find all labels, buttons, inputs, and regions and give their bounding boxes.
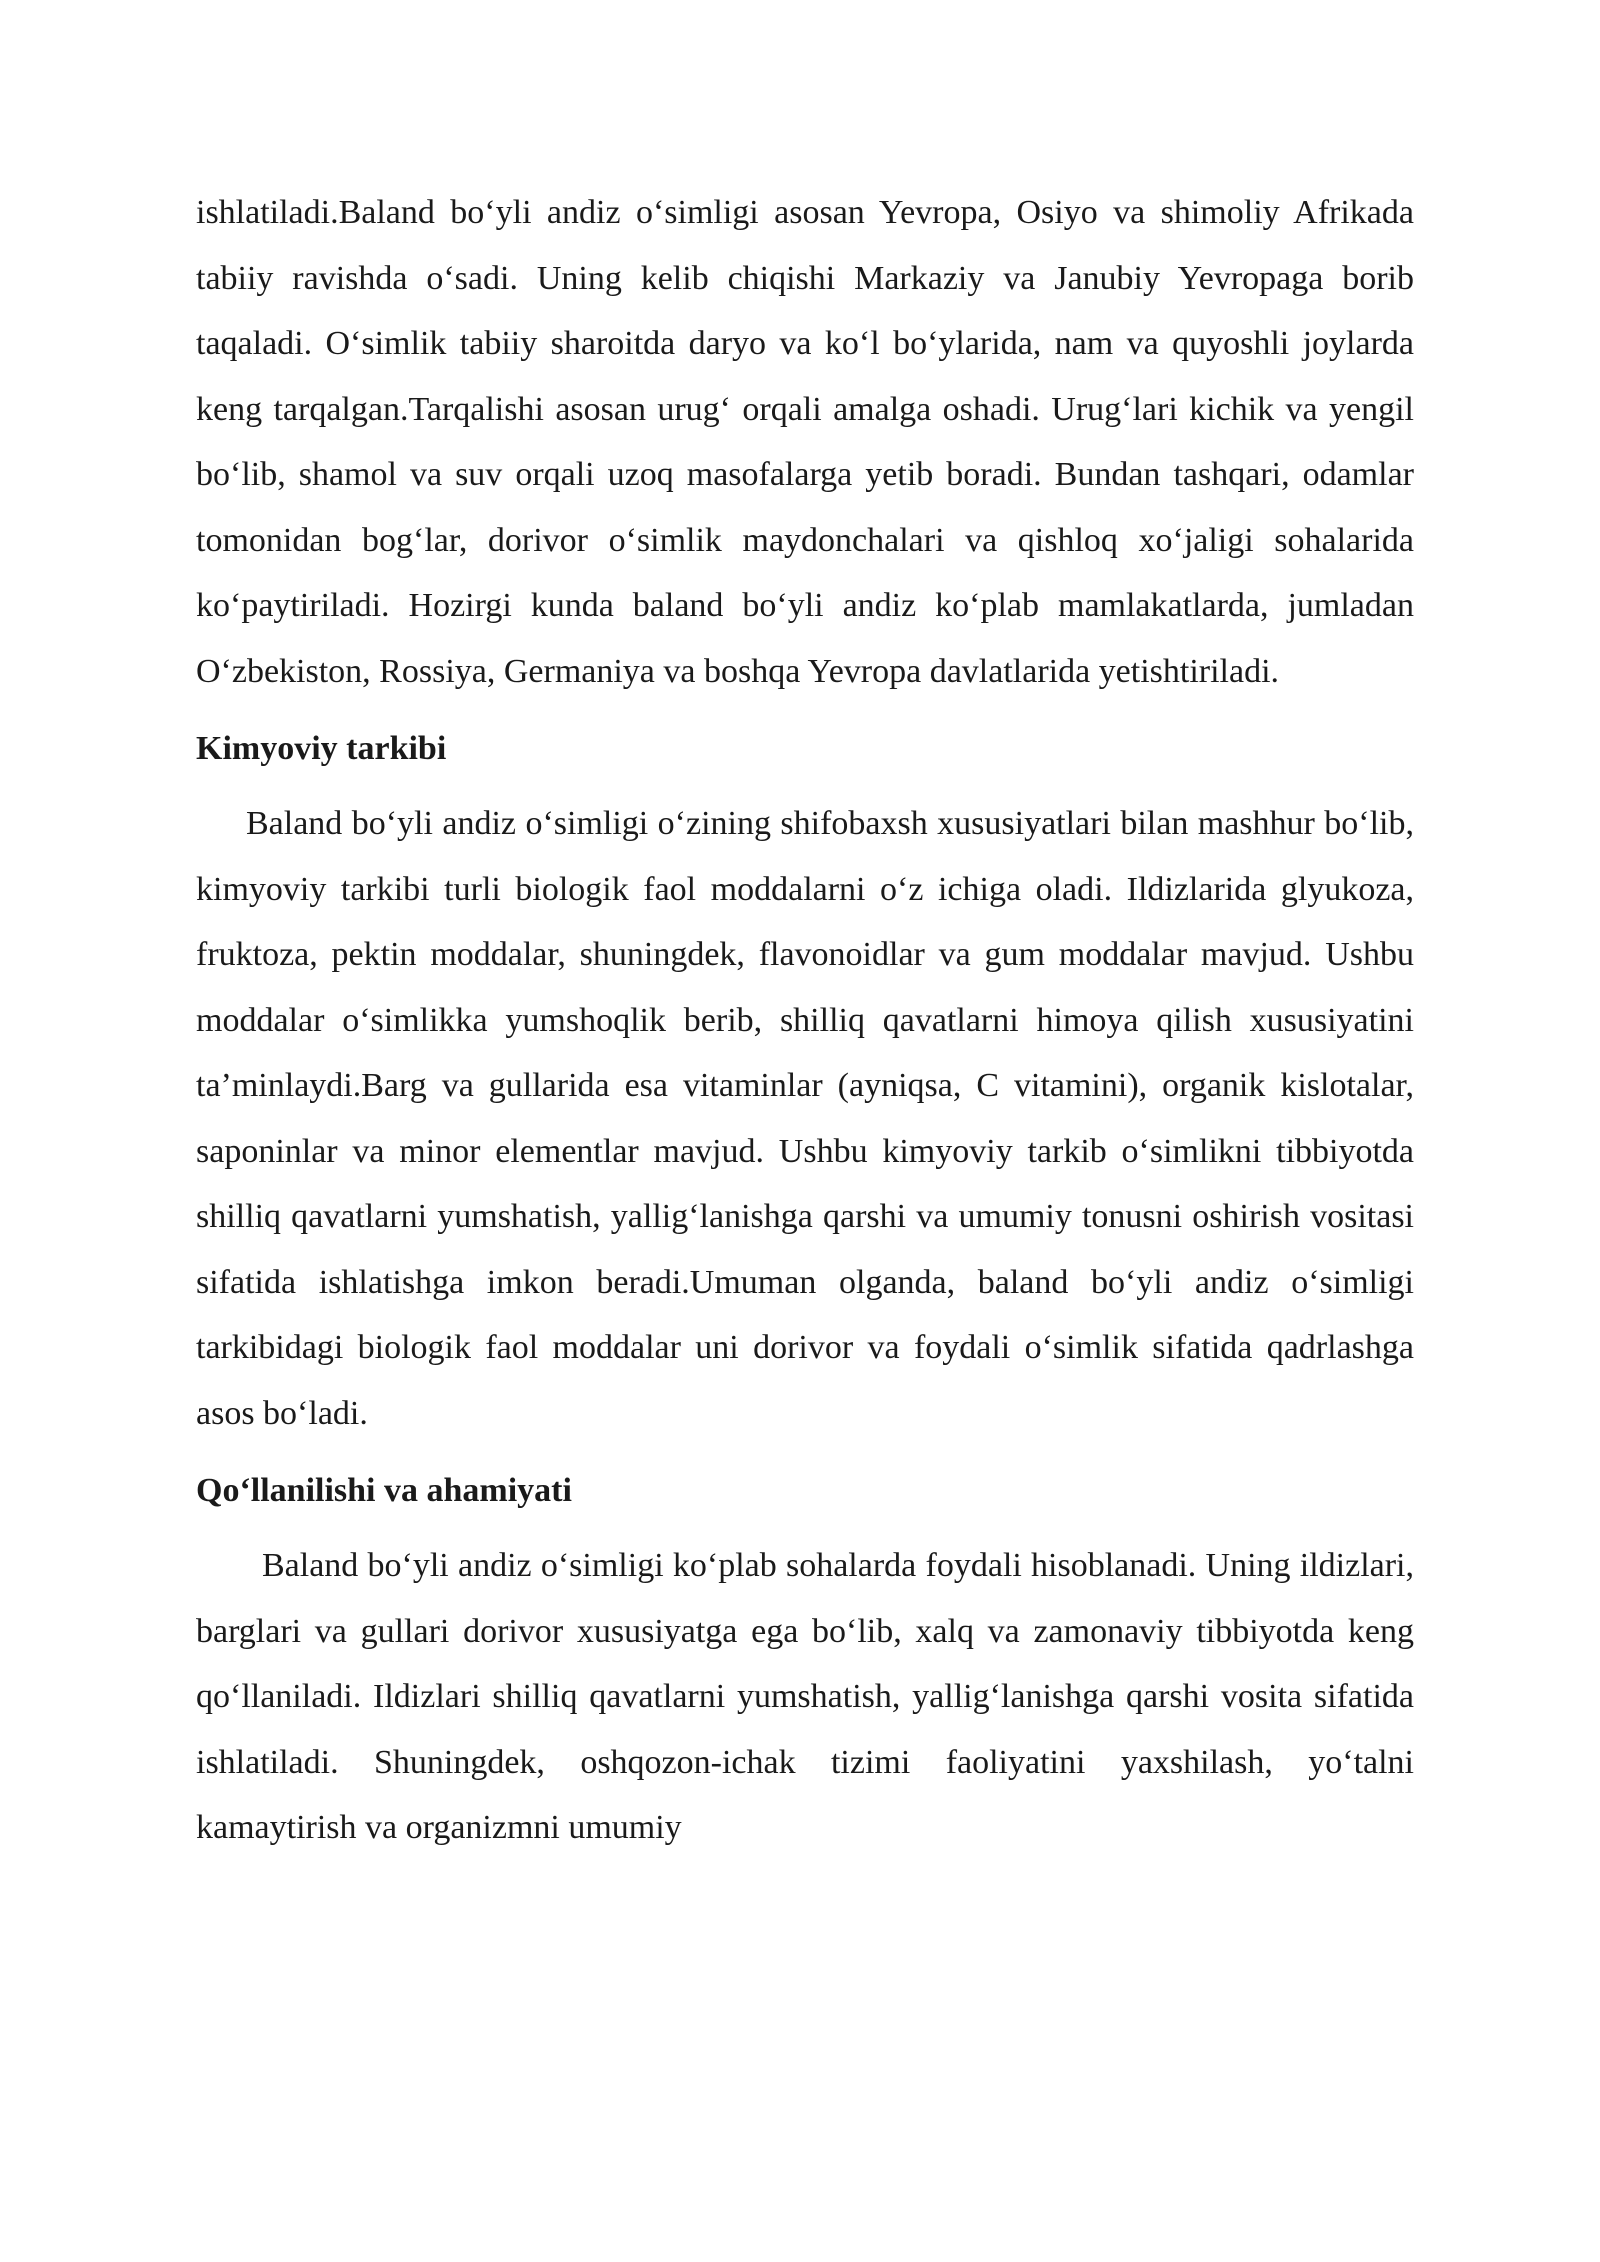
heading-chemical-composition: Kimyoviy tarkibi	[196, 730, 447, 767]
heading-usage-importance: Qo‘llanilishi va ahamiyati	[196, 1472, 572, 1509]
paragraph-usage-importance: Baland bo‘yli andiz o‘simligi ko‘plab sohalarda foydali hisoblanadi. Uning ildizlari, barglari va gullari dorivor xususiyatga ega bo‘lib, xalq va zamonaviy tibbiyotda keng qo‘llaniladi. Ildizlari shilliq qavatlarni yumshatish, yallig‘lanishga qarshi vosita sifatida ishlatiladi. Shuningdek, oshqozon-ichak tizimi faoliyatini yaxshilash, yo‘talni kamaytirish va organizmni umumiy	[196, 1547, 1414, 1846]
paragraph-chemical-composition: Baland bo‘yli andiz o‘simligi o‘zining shifobaxsh xususiyatlari bilan mashhur bo‘lib, kimyoviy tarkibi turli biologik faol moddalarni o‘z ichiga oladi. Ildizlarida glyukoza, fruktoza, pektin moddalar, shuningdek, flavonoidlar va gum moddalar mavjud. Ushbu moddalar o‘simlikka yumshoqlik berib, shilliq qavatlarni himoya qilish xususiyatini ta’minlaydi.Barg va gullarida esa vitaminlar (ayniqsa, C vitamini), organik kislotalar, saponinlar va minor elementlar mavjud. Ushbu kimyoviy tarkib o‘simlikni tibbiyotda shilliq qavatlarni yumshatish, yallig‘lanishga qarshi va umumiy tonusni oshirish vositasi sifatida ishlatishga imkon beradi.Umuman olganda, baland bo‘yli andiz o‘simligi tarkibidagi biologik faol moddalar uni dorivor va foydali o‘simlik sifatida qadrlashga asos bo‘ladi.	[196, 805, 1414, 1432]
paragraph-distribution: ishlatiladi.Baland bo‘yli andiz o‘simligi asosan Yevropa, Osiyo va shimoliy Afrikada tabiiy ravishda o‘sadi. Uning kelib chiqishi Markaziy va Janubiy Yevropaga borib taqaladi. O‘simlik tabiiy sharoitda daryo va ko‘l bo‘ylarida, nam va quyoshli joylarda keng tarqalgan.Tarqalishi asosan urug‘ orqali amalga oshadi. Urug‘lari kichik va yengil bo‘lib, shamol va suv orqali uzoq masofalarga yetib boradi. Bundan tashqari, odamlar tomonidan bog‘lar, dorivor o‘simlik maydonchalari va qishloq xo‘jaligi sohalarida ko‘paytiriladi. Hozirgi kunda baland bo‘yli andiz ko‘plab mamlakatlarda, jumladan O‘zbekiston, Rossiya, Germaniya va boshqa Yevropa davlatlarida yetishtiriladi.	[196, 194, 1414, 690]
document-body	[196, 180, 1414, 1861]
